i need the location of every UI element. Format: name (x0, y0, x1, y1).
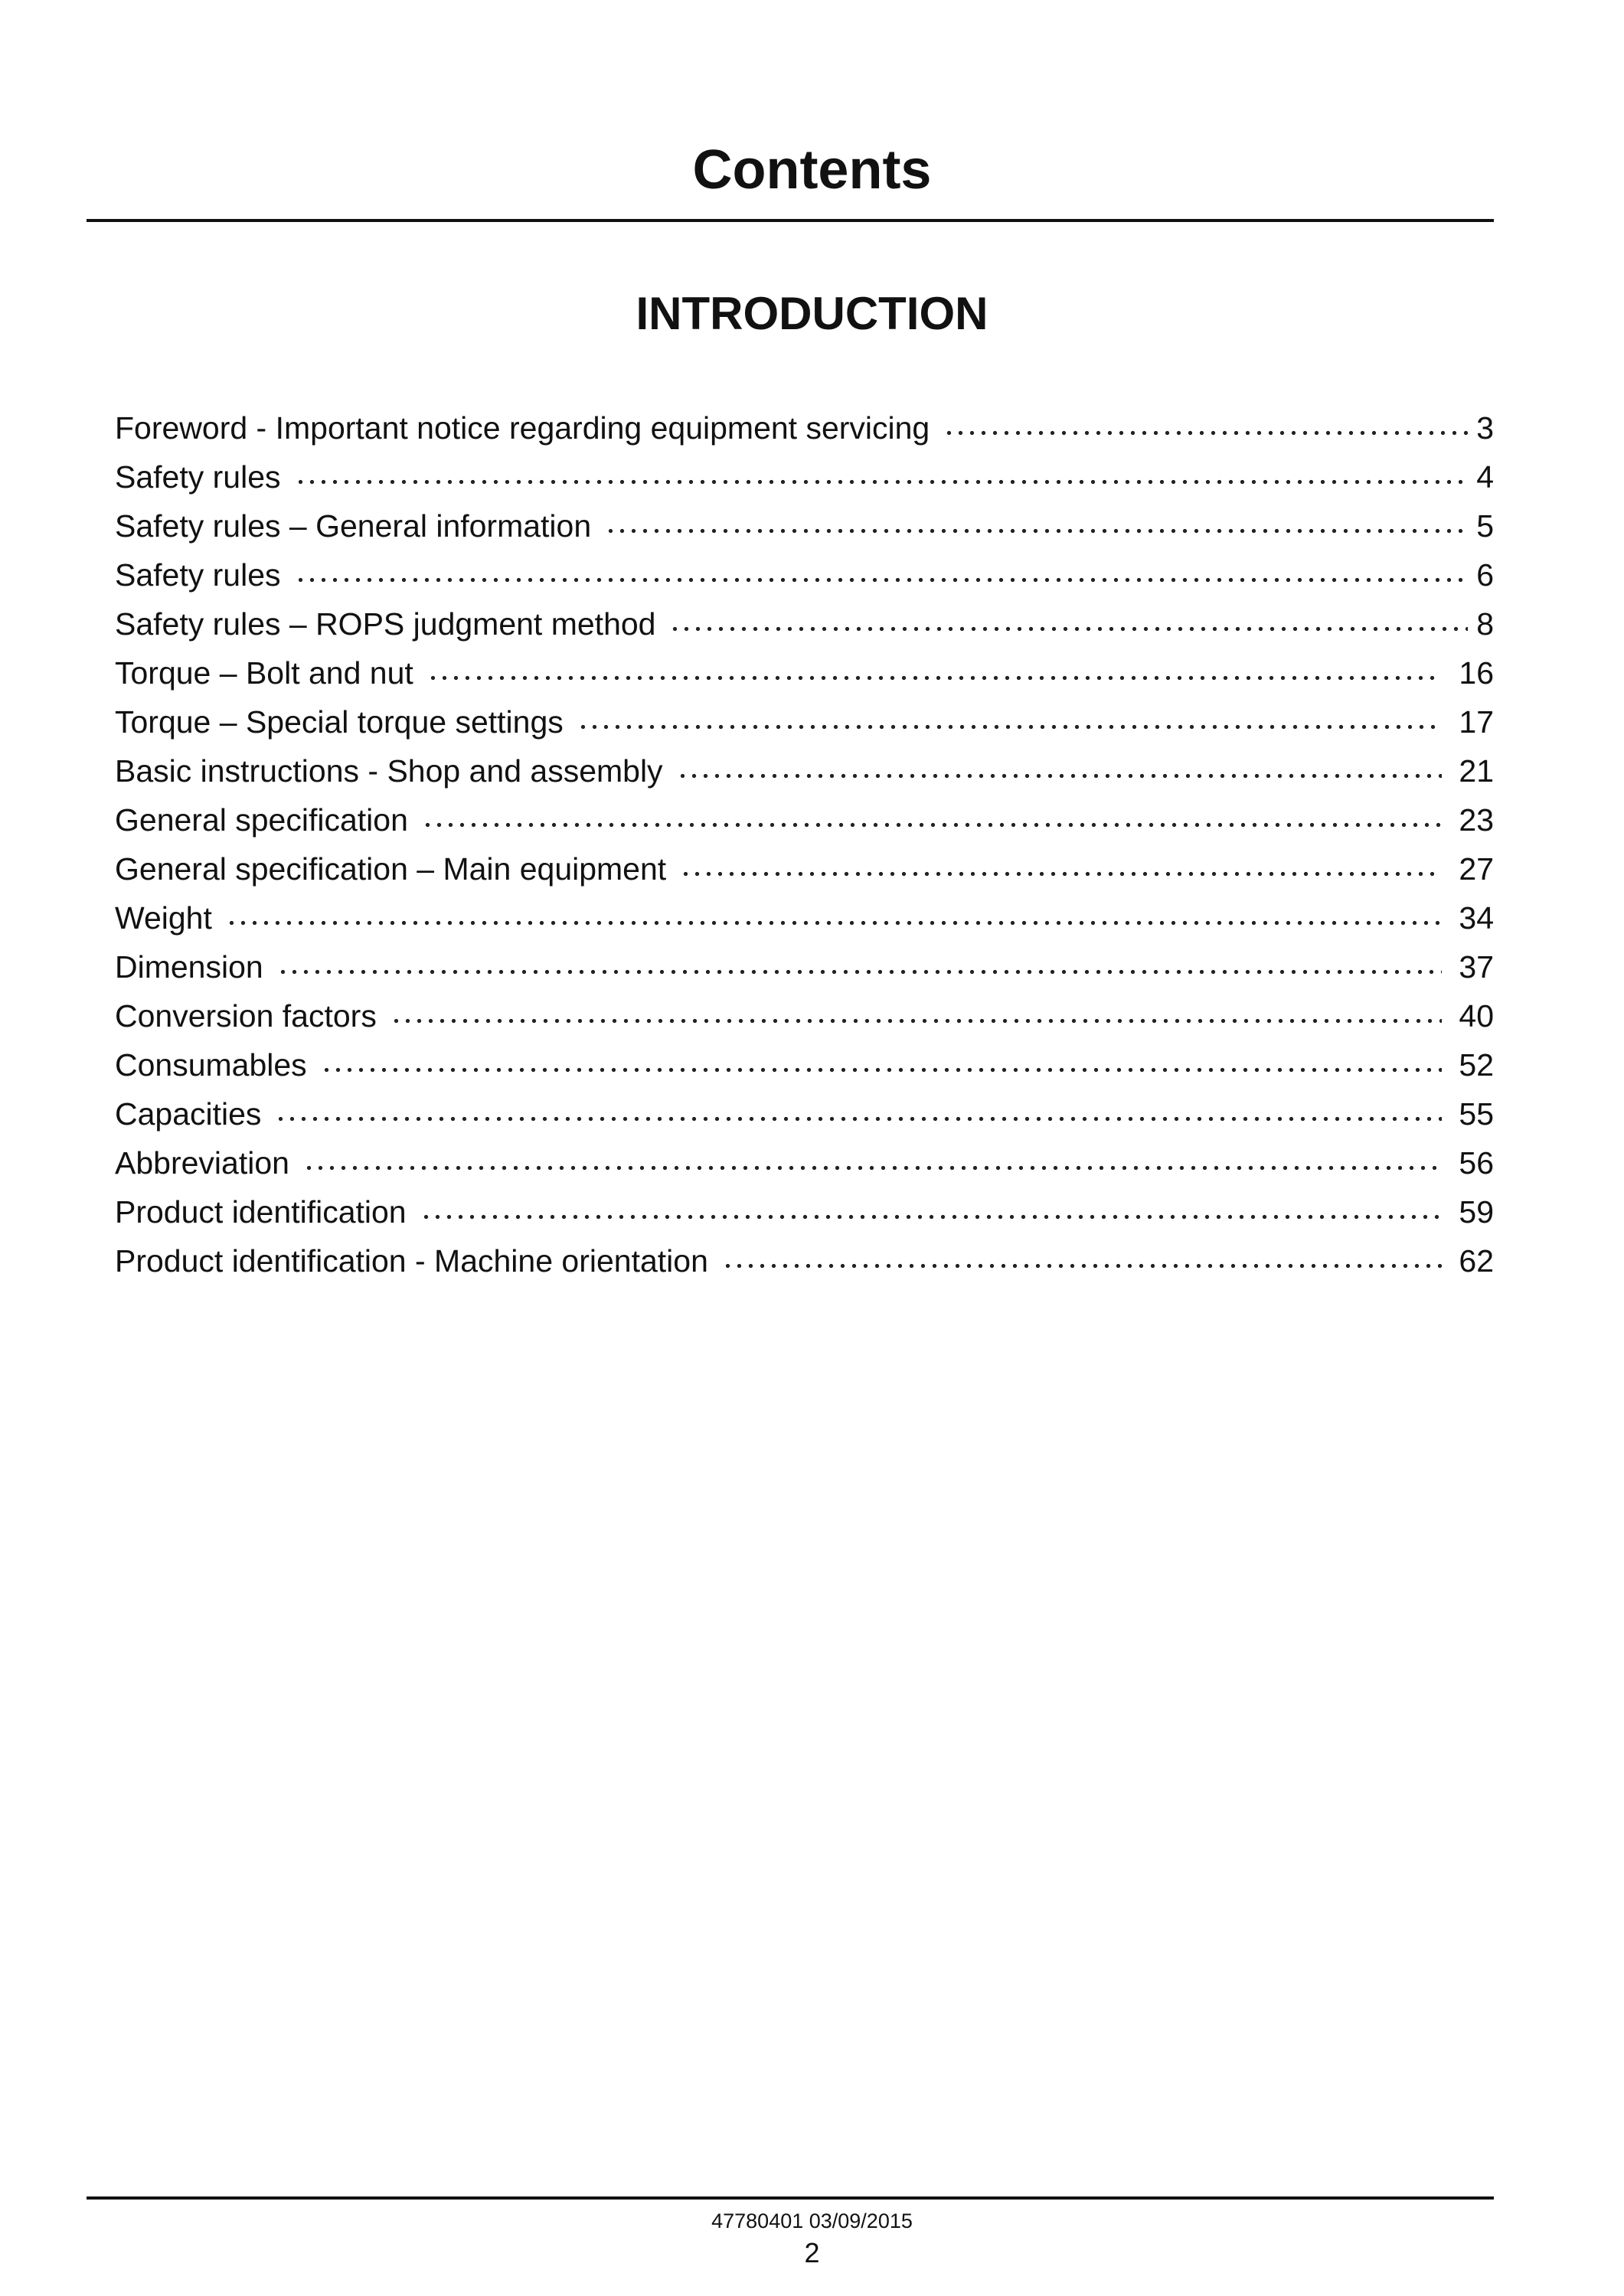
toc-entry-machine-orientation[interactable] (115, 1236, 1494, 1285)
toc-entry-safety-rules-2[interactable] (115, 550, 1494, 599)
dot-leader (677, 751, 1442, 782)
toc-entry-page: 62 (1459, 1243, 1494, 1279)
toc-entry-label: General specification – Main equipment (115, 851, 667, 887)
dot-leader (390, 996, 1442, 1027)
dot-leader (295, 555, 1469, 586)
dot-leader (275, 1094, 1442, 1125)
dot-leader (605, 506, 1468, 537)
toc-entry-label: Product identification - Machine orientation (115, 1243, 708, 1279)
footer-divider (87, 2196, 1494, 2200)
dot-leader (680, 849, 1442, 880)
toc-entry-label: Foreword - Important notice regarding equipment servicing (115, 410, 930, 446)
toc-entry-weight[interactable] (115, 893, 1494, 942)
toc-entry-page: 55 (1459, 1096, 1494, 1132)
toc-entry-label: Basic instructions - Shop and assembly (115, 753, 663, 789)
dot-leader (321, 1045, 1442, 1076)
toc-entry-torque-bolt-nut[interactable] (115, 648, 1494, 697)
toc-entry-page: 16 (1459, 655, 1494, 691)
toc-entry-label: Abbreviation (115, 1145, 289, 1181)
toc-entry-page: 21 (1459, 753, 1494, 789)
toc-entry-page: 56 (1459, 1145, 1494, 1181)
dot-leader (943, 408, 1468, 439)
toc-entry-torque-special[interactable] (115, 697, 1494, 746)
dot-leader (422, 800, 1442, 831)
toc-entry-label: Consumables (115, 1047, 307, 1083)
toc-entry-page: 37 (1459, 949, 1494, 985)
toc-entry-page: 23 (1459, 802, 1494, 838)
toc-entry-capacities[interactable] (115, 1089, 1494, 1138)
section-title: INTRODUCTION (636, 288, 988, 339)
toc-entry-page: 40 (1459, 998, 1494, 1034)
toc-entry-label: Torque – Special torque settings (115, 704, 564, 740)
toc-entry-foreword[interactable] (115, 403, 1494, 452)
dot-leader (277, 947, 1442, 978)
dot-leader (295, 457, 1469, 488)
toc-entry-basic-instructions[interactable] (115, 746, 1494, 795)
toc-entry-page: 8 (1476, 606, 1494, 642)
toc-entry-label: Weight (115, 900, 212, 936)
toc-entry-page: 17 (1459, 704, 1494, 740)
toc-entry-safety-general-information[interactable] (115, 501, 1494, 550)
toc-entry-safety-rules[interactable] (115, 452, 1494, 501)
toc-entry-page: 27 (1459, 851, 1494, 887)
toc-entry-general-specification[interactable] (115, 795, 1494, 844)
dot-leader (226, 898, 1442, 929)
dot-leader (669, 604, 1468, 635)
header-divider (87, 219, 1494, 222)
toc-entry-page: 4 (1476, 459, 1494, 495)
toc-entry-label: Conversion factors (115, 998, 377, 1034)
toc-entry-label: General specification (115, 802, 408, 838)
toc-entry-label: Safety rules – ROPS judgment method (115, 606, 656, 642)
dot-leader (577, 702, 1442, 733)
toc-entry-abbreviation[interactable] (115, 1138, 1494, 1187)
toc-entry-page: 34 (1459, 900, 1494, 936)
dot-leader (722, 1241, 1442, 1272)
toc-entry-label: Torque – Bolt and nut (115, 655, 413, 691)
table-of-contents (115, 403, 1494, 1285)
toc-entry-label: Safety rules – General information (115, 508, 592, 544)
toc-entry-product-identification[interactable] (115, 1187, 1494, 1236)
toc-entry-dimension[interactable] (115, 942, 1494, 991)
toc-entry-conversion-factors[interactable] (115, 991, 1494, 1040)
toc-entry-label: Safety rules (115, 557, 281, 593)
dot-leader (420, 1192, 1442, 1223)
dot-leader (303, 1143, 1442, 1174)
toc-entry-page: 6 (1476, 557, 1494, 593)
toc-entry-consumables[interactable] (115, 1040, 1494, 1089)
page-title: Contents (692, 139, 932, 201)
toc-entry-page: 3 (1476, 410, 1494, 446)
toc-entry-label: Safety rules (115, 459, 281, 495)
footer-page-number: 2 (804, 2237, 820, 2268)
toc-entry-page: 52 (1459, 1047, 1494, 1083)
toc-entry-label: Capacities (115, 1096, 262, 1132)
toc-entry-general-specification-main[interactable] (115, 844, 1494, 893)
toc-entry-rops-judgment[interactable] (115, 599, 1494, 648)
dot-leader (427, 653, 1442, 684)
toc-entry-page: 59 (1459, 1194, 1494, 1230)
toc-entry-label: Dimension (115, 949, 263, 985)
footer-document-reference: 47780401 03/09/2015 (711, 2209, 913, 2232)
toc-entry-label: Product identification (115, 1194, 407, 1230)
toc-entry-page: 5 (1476, 508, 1494, 544)
